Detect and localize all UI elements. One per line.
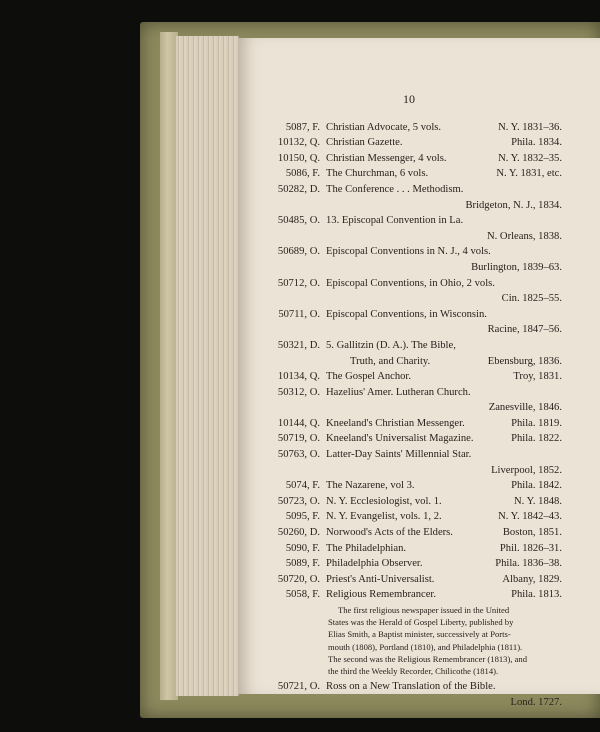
entry-title: 5. Gallitzin (D. A.). The Bible,: [326, 339, 456, 351]
entry-place: Troy, 1831.: [513, 371, 562, 383]
entry-number: 5087, F.: [285, 121, 320, 133]
entry-place: N. Orleans, 1838.: [486, 230, 562, 242]
catalog-entry: [250, 244, 562, 260]
entry-place: Burlington, 1839–63.: [471, 261, 562, 273]
entry-place: N. Y. 1831–36.: [498, 121, 562, 133]
entry-title: Christian Gazette.: [326, 137, 403, 149]
catalog-entry: [250, 166, 562, 182]
catalog-entry: [250, 307, 562, 323]
catalog-entries: [250, 120, 562, 603]
catalog-entry: [250, 447, 562, 463]
catalog-entry: [250, 679, 562, 695]
entry-number: 5089, F.: [285, 558, 320, 570]
entry-place: Lond. 1727.: [510, 696, 562, 708]
entry-place: Racine, 1847–56.: [487, 324, 562, 336]
note-line: The first religious newspaper issued in the United: [338, 605, 510, 615]
entry-number: 50712, O.: [277, 277, 320, 289]
entry-number: 50485, O.: [277, 215, 320, 227]
entry-place: Zanesville, 1846.: [488, 402, 562, 414]
entry-title: N. Y. Ecclesiologist, vol. 1.: [326, 495, 442, 507]
entry-place: Phil. 1826–31.: [499, 542, 562, 554]
entry-number: 50321, D.: [277, 339, 320, 351]
entry-number: 50312, O.: [277, 386, 320, 398]
catalog-entry: [250, 120, 562, 136]
entry-title: Priest's Anti-Universalist.: [326, 573, 435, 585]
catalog-entry: [250, 151, 562, 167]
entry-place: Phila. 1842.: [511, 480, 562, 492]
entry-number: 5086, F.: [285, 168, 320, 180]
indent-spacer: [250, 354, 350, 370]
note-line: the third the Weekly Recorder, Chilicothe (1814).: [328, 666, 499, 677]
catalog-entry: [250, 213, 562, 229]
entry-number: 10132, Q.: [277, 137, 320, 149]
entry-place: Ebensburg, 1836.: [487, 355, 562, 367]
note-line: The second was the Religious Remembrancer (1813), and: [328, 653, 528, 664]
entry-title: Kneeland's Universalist Magazine.: [326, 433, 474, 445]
entry-title: The Nazarene, vol 3.: [326, 480, 415, 492]
entry-place: Phila. 1836–38.: [495, 558, 562, 570]
catalog-entry: [250, 556, 562, 572]
entry-title: Episcopal Conventions in N. J., 4 vols.: [326, 246, 491, 258]
entry-title: Episcopal Conventions, in Ohio, 2 vols.: [326, 277, 495, 289]
catalog-entry: [250, 182, 562, 198]
entry-title: Ross on a New Translation of the Bible.: [326, 681, 496, 693]
catalog-entry: [250, 369, 562, 385]
entry-place: Boston, 1851.: [502, 527, 562, 539]
catalog-entry: [250, 587, 562, 603]
catalog-entry: [250, 431, 562, 447]
entry-title: Truth, and Charity.: [350, 355, 431, 367]
entry-number: 5074, F.: [285, 480, 320, 492]
entry-title: 13. Episcopal Convention in La.: [326, 215, 464, 227]
entry-place: N. Y. 1831, etc.: [496, 168, 562, 180]
entry-title: Christian Advocate, 5 vols.: [326, 121, 442, 133]
entry-number: 50260, D.: [277, 527, 320, 539]
catalog-entry: [250, 276, 562, 292]
entry-number: 50723, O.: [277, 495, 320, 507]
entry-title: The Gospel Anchor.: [326, 371, 412, 383]
catalog-entry: [250, 572, 562, 588]
entry-place: N. Y. 1842–43.: [498, 511, 562, 523]
entry-place: N. Y. 1848.: [514, 495, 562, 507]
entry-number: 50721, O.: [277, 681, 320, 693]
entry-place: Phila. 1822.: [511, 433, 562, 445]
entry-number: 50720, O.: [277, 573, 320, 585]
entry-title: Kneeland's Christian Messenger.: [326, 417, 465, 429]
entry-title: Episcopal Conventions, in Wisconsin.: [326, 308, 487, 320]
entry-title: Norwood's Acts of the Elders.: [326, 527, 453, 539]
entry-number: 50711, O.: [278, 308, 320, 320]
entry-number: 5090, F.: [285, 542, 320, 554]
entry-place: Phila. 1813.: [511, 589, 562, 601]
entry-number: 50282, D.: [277, 183, 320, 195]
catalog-entry: [250, 494, 562, 510]
entry-title: Religious Remembrancer.: [326, 589, 437, 601]
entry-number: 50763, O.: [277, 449, 320, 461]
entry-number: 10134, Q.: [277, 371, 320, 383]
entry-number: 50689, O.: [277, 246, 320, 258]
entry-number: 5058, F.: [285, 589, 320, 601]
catalog-entry: [250, 416, 562, 432]
catalog-entry: [250, 385, 562, 401]
entry-number: 50719, O.: [277, 433, 320, 445]
entry-title: Hazelius' Amer. Lutheran Church.: [326, 386, 471, 398]
page-text: [250, 92, 562, 710]
entry-place: Bridgeton, N. J., 1834.: [465, 199, 562, 211]
entry-title: Latter-Day Saints' Millennial Star.: [326, 449, 472, 461]
entry-title: N. Y. Evangelist, vols. 1, 2.: [326, 511, 442, 523]
note-line: mouth (1808), Portland (1810), and Philadelphia (1811).: [328, 641, 523, 652]
catalog-entry: [250, 478, 562, 494]
entry-place: Liverpool, 1852.: [491, 464, 562, 476]
entry-number: 10150, Q.: [277, 152, 320, 164]
entry-place: Albany, 1829.: [502, 573, 562, 585]
entry-number: 5095, F.: [285, 511, 320, 523]
entry-title: Christian Messenger, 4 vols.: [326, 152, 447, 164]
entry-place: Phila. 1819.: [511, 417, 562, 429]
note-line: Elias Smith, a Baptist minister, successively at Ports-: [328, 629, 511, 640]
footnote: [250, 604, 562, 677]
entry-place: Cin. 1825–55.: [501, 293, 562, 305]
note-line: States was the Herald of Gospel Liberty, published by: [328, 617, 514, 628]
entry-title: The Conference . . . Methodism.: [326, 183, 464, 195]
catalog-entry: [250, 135, 562, 151]
entry-place: Phila. 1834.: [511, 137, 562, 149]
entry-title: The Churchman, 6 vols.: [326, 168, 429, 180]
entry-number: 10144, Q.: [277, 417, 320, 429]
page-number: 10: [403, 92, 415, 106]
catalog-entry: [250, 525, 562, 541]
entry-title: The Philadelphian.: [326, 542, 407, 554]
catalog-entry: [250, 338, 562, 354]
catalog-entry: [250, 509, 562, 525]
entry-title: Philadelphia Observer.: [326, 558, 423, 570]
catalog-entry: [250, 541, 562, 557]
entry-continuation: [250, 354, 562, 370]
entry-place: N. Y. 1832–35.: [498, 152, 562, 164]
page-stack: [176, 36, 239, 696]
